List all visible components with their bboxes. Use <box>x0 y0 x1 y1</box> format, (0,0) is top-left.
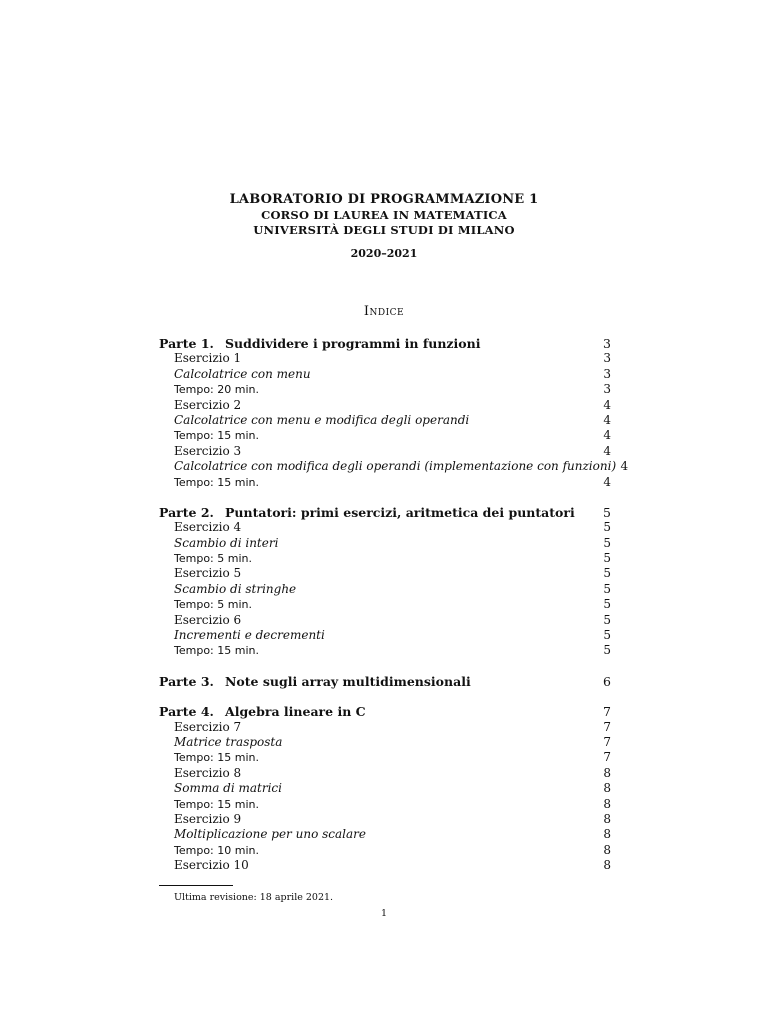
degree-line: CORSO DI LAUREA IN MATEMATICA <box>261 208 507 222</box>
toc-entry <box>159 428 611 443</box>
toc-entry <box>159 735 611 750</box>
toc-part-label: Parte 2. <box>159 504 214 520</box>
toc-part-title-text: Puntatori: primi esercizi, aritmetica dei puntatori <box>225 504 575 520</box>
toc-part-label: Parte 3. <box>159 673 214 689</box>
document-title-block <box>0 192 768 261</box>
toc-entry <box>159 858 611 873</box>
toc-entry-text: Somma di matrici <box>174 781 282 796</box>
toc-page-number: 5 <box>603 612 611 627</box>
toc-entry <box>159 582 611 597</box>
toc-entry-text: Tempo: 10 min. <box>174 843 259 857</box>
toc-entry <box>159 475 611 490</box>
toc-page-number: 5 <box>603 520 611 535</box>
toc-part <box>159 505 611 659</box>
toc-entry <box>159 444 611 459</box>
toc-entry <box>159 367 611 382</box>
toc-page-number: 8 <box>603 827 611 842</box>
toc-page-number: 5 <box>603 597 611 612</box>
toc-part <box>159 704 611 873</box>
toc-entry <box>159 827 611 842</box>
toc-entry <box>159 382 611 397</box>
toc-entry <box>159 643 611 658</box>
toc-entry <box>159 750 611 765</box>
toc-entry-text: Esercizio 9 <box>174 811 242 826</box>
toc-part-title-text: Algebra lineare in C <box>225 704 366 720</box>
footnote-rule <box>159 885 233 886</box>
toc-entry-text: Calcolatrice con menu e modifica degli operandi <box>174 412 470 427</box>
toc-part-title <box>159 336 480 351</box>
toc-entry-text: Calcolatrice con modifica degli operandi (implementazione con funzioni) <box>174 459 617 474</box>
toc-entry <box>159 613 611 628</box>
toc-heading: Indice <box>363 304 405 319</box>
toc-part-heading <box>159 336 611 351</box>
toc-entry-text: Tempo: 15 min. <box>174 797 259 811</box>
toc-page-number: 3 <box>603 382 611 397</box>
table-of-contents <box>159 336 629 889</box>
toc-entry-text: Tempo: 15 min. <box>174 429 259 443</box>
toc-part <box>159 336 629 490</box>
toc-entry <box>159 413 611 428</box>
toc-entry-text: Tempo: 15 min. <box>174 751 259 765</box>
toc-page-number: 8 <box>603 811 611 826</box>
toc-part <box>159 674 611 689</box>
toc-entry <box>159 459 629 474</box>
toc-entry <box>159 781 611 796</box>
toc-page-number: 4 <box>603 474 611 489</box>
toc-page-number: 7 <box>603 704 611 720</box>
toc-part-title <box>159 704 366 719</box>
toc-part-title <box>159 505 575 520</box>
toc-entry-text: Tempo: 5 min. <box>174 598 252 612</box>
university-line: UNIVERSITÀ DEGLI STUDI DI MILANO <box>253 223 515 237</box>
toc-entry-text: Esercizio 6 <box>174 612 242 627</box>
toc-part-title-text: Note sugli array multidimensionali <box>225 673 471 689</box>
toc-entry <box>159 720 611 735</box>
toc-entry-text: Scambio di stringhe <box>174 581 297 596</box>
toc-part-heading <box>159 674 611 689</box>
toc-page-number: 8 <box>603 781 611 796</box>
toc-entry-text: Esercizio 3 <box>174 443 242 458</box>
toc-part-label: Parte 4. <box>159 704 214 720</box>
toc-entry-text: Esercizio 2 <box>174 397 242 412</box>
toc-entry-text: Tempo: 15 min. <box>174 644 259 658</box>
footnote-revision: Ultima revisione: 18 aprile 2021. <box>174 892 334 903</box>
toc-page-number: 4 <box>603 412 611 427</box>
toc-entry-text: Esercizio 7 <box>174 719 242 734</box>
toc-entry-text: Moltiplicazione per uno scalare <box>174 827 366 842</box>
toc-page-number: 3 <box>603 351 611 366</box>
toc-entry <box>159 766 611 781</box>
toc-page-number: 7 <box>603 719 611 734</box>
toc-page-number: 5 <box>603 643 611 658</box>
toc-page-number: 4 <box>603 443 611 458</box>
toc-entry <box>159 351 611 366</box>
page-number: 1 <box>380 908 388 919</box>
toc-page-number: 6 <box>603 673 611 689</box>
toc-part-title-text: Suddividere i programmi in funzioni <box>225 336 481 351</box>
toc-entry <box>159 797 611 812</box>
toc-entry <box>159 566 611 581</box>
toc-entry <box>159 551 611 566</box>
toc-entry-text: Scambio di interi <box>174 535 279 550</box>
toc-part-heading <box>159 505 611 520</box>
toc-entry-text: Tempo: 5 min. <box>174 552 252 566</box>
toc-page-number: 4 <box>603 397 611 412</box>
toc-entry-text: Esercizio 4 <box>174 520 242 535</box>
toc-entry <box>159 843 611 858</box>
toc-page-number: 4 <box>603 428 611 443</box>
course-title: LABORATORIO DI PROGRAMMAZIONE 1 <box>229 192 539 207</box>
toc-entry-text: Calcolatrice con menu <box>174 366 311 381</box>
toc-page-number: 8 <box>603 842 611 857</box>
toc-entry <box>159 520 611 535</box>
toc-entry <box>159 597 611 612</box>
toc-page-number: 5 <box>603 504 611 520</box>
toc-entry-text: Esercizio 5 <box>174 566 242 581</box>
academic-year: 2020–2021 <box>350 247 418 260</box>
toc-page-number: 7 <box>603 734 611 749</box>
toc-entry-text: Tempo: 15 min. <box>174 475 259 489</box>
toc-entry <box>159 812 611 827</box>
toc-entry-text: Tempo: 20 min. <box>174 383 259 397</box>
toc-entry-text: Esercizio 1 <box>174 351 242 366</box>
toc-entry-text: Matrice trasposta <box>174 734 283 749</box>
toc-entry-text: Incrementi e decrementi <box>174 628 325 643</box>
toc-page-number: 8 <box>603 858 611 873</box>
toc-page-number: 5 <box>603 535 611 550</box>
toc-page-number: 4 <box>620 459 629 474</box>
toc-part-label: Parte 1. <box>159 336 214 351</box>
toc-entry <box>159 628 611 643</box>
toc-page-number: 8 <box>603 796 611 811</box>
toc-part-title <box>159 674 471 689</box>
toc-page-number: 3 <box>603 366 611 381</box>
toc-page-number: 3 <box>603 336 611 351</box>
toc-entry-text: Esercizio 10 <box>174 858 249 873</box>
toc-page-number: 8 <box>603 765 611 780</box>
toc-page-number: 5 <box>603 551 611 566</box>
toc-page-number: 7 <box>603 750 611 765</box>
toc-part-heading <box>159 704 611 719</box>
toc-page-number: 5 <box>603 566 611 581</box>
toc-page-number: 5 <box>603 628 611 643</box>
toc-entry-text: Esercizio 8 <box>174 765 242 780</box>
toc-entry <box>159 398 611 413</box>
toc-entry <box>159 536 611 551</box>
toc-page-number: 5 <box>603 581 611 596</box>
